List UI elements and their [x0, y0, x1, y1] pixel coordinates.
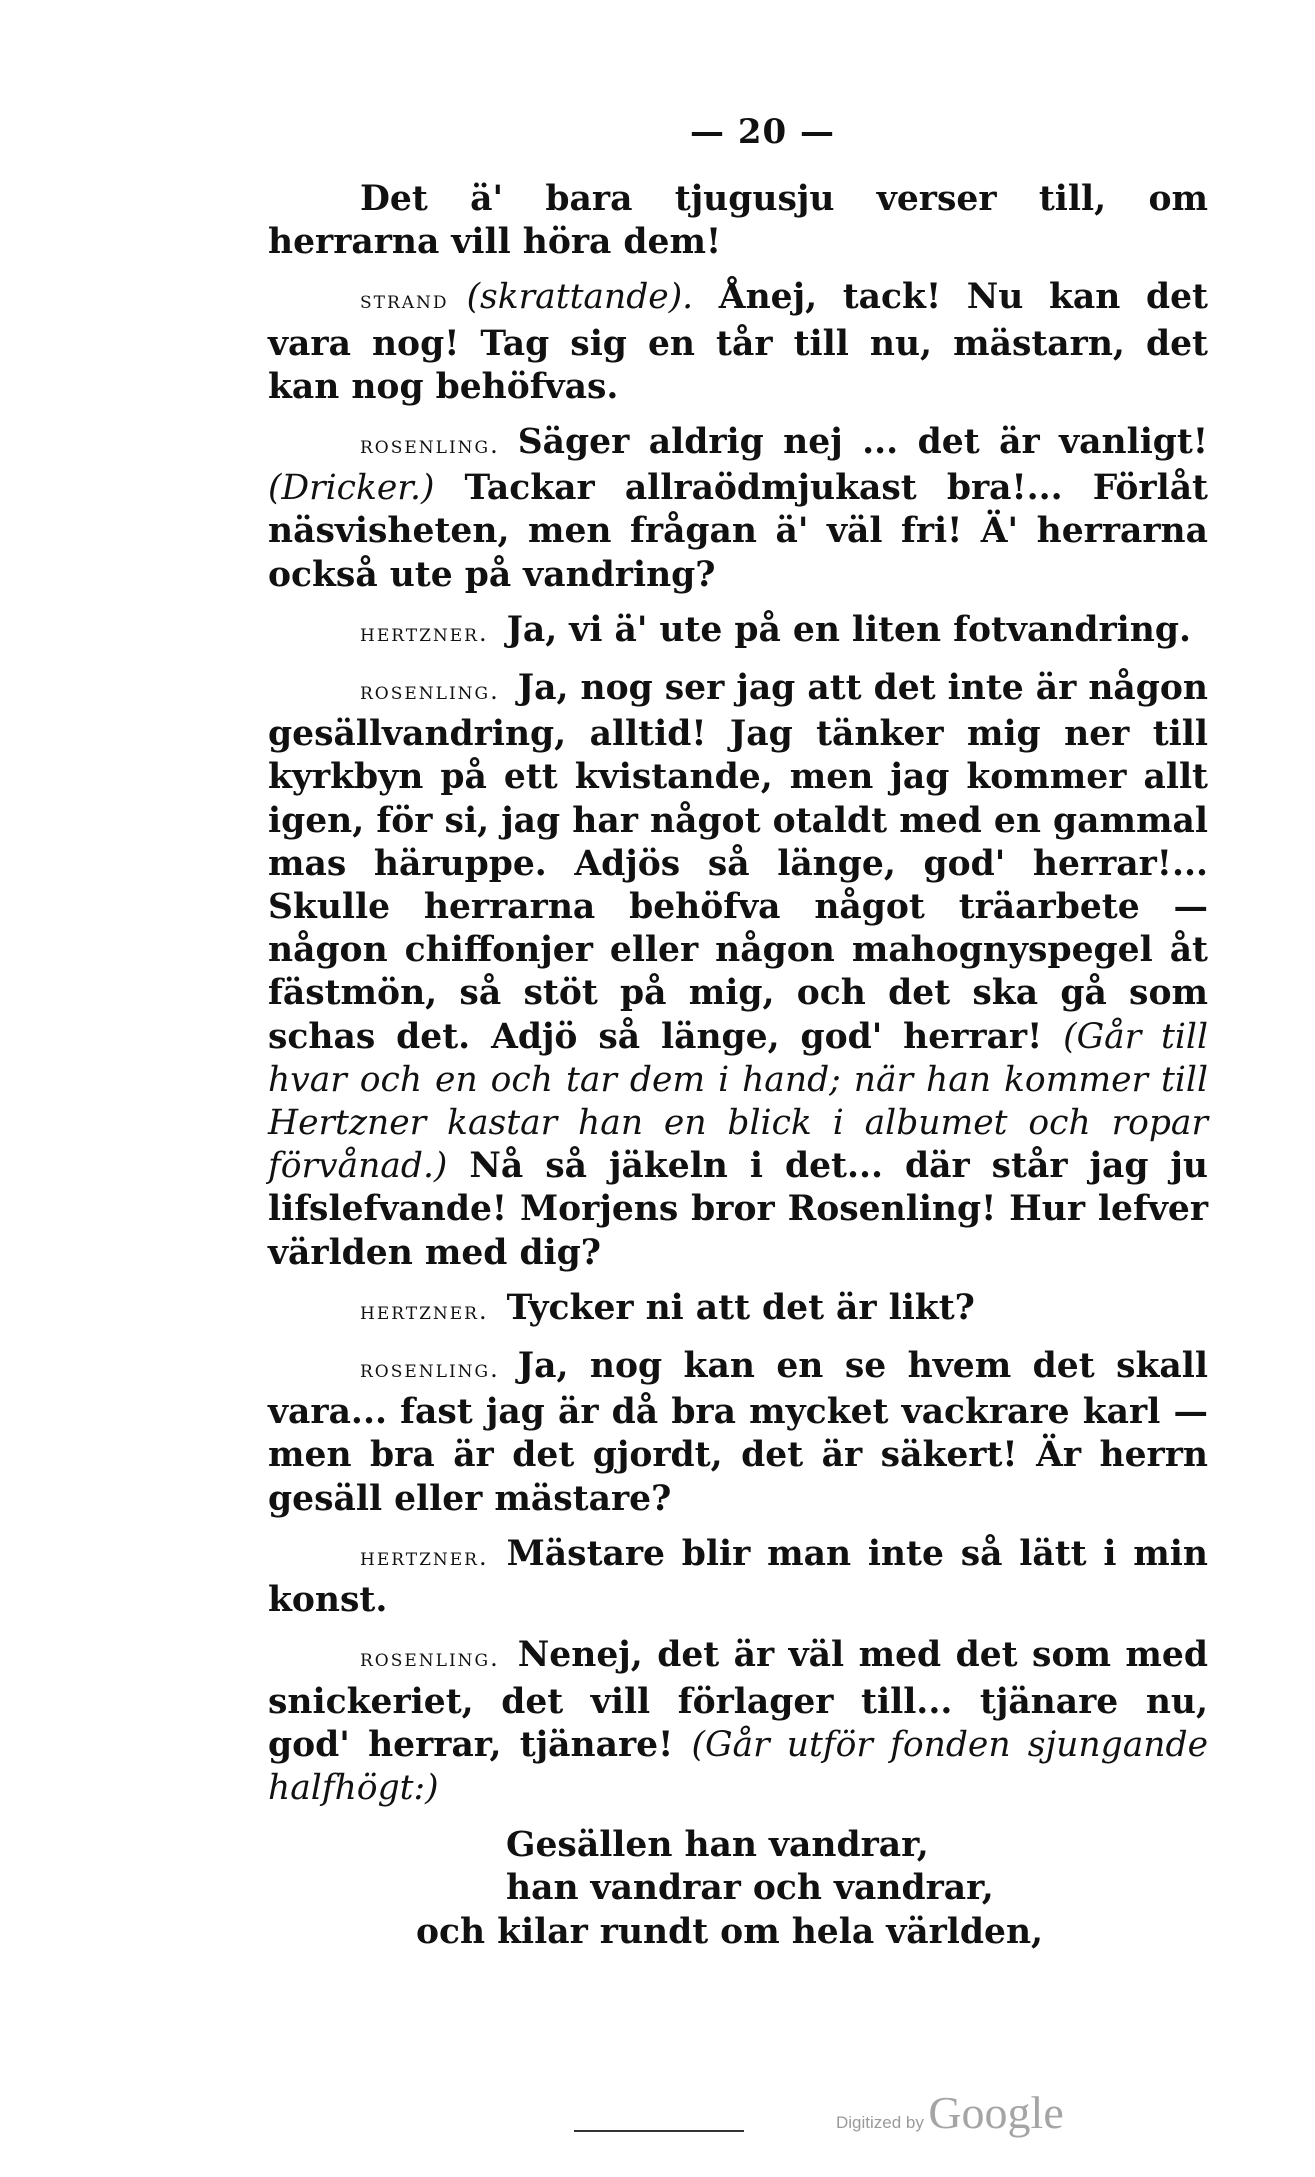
footer-rule — [574, 2130, 744, 2132]
paragraph-text: Ja, vi ä' ute på en liten fotvandring. — [506, 609, 1191, 650]
speaker-name: hertzner. — [360, 1542, 489, 1571]
verse-line: han vandrar och vandrar, — [506, 1868, 994, 1909]
digitized-watermark — [836, 2086, 1064, 2139]
paragraph-text: Tackar allraödmjukast bra!... Förlåt näsvisheten, men frågan ä' väl fri! Ä' herrarna också ute på vandring? — [268, 468, 1208, 595]
page-number: — 20 — — [690, 112, 835, 152]
paragraph-3 — [268, 421, 1208, 597]
verse-line: Gesällen han vandrar, — [506, 1825, 929, 1866]
speaker-name: hertzner. — [360, 618, 489, 647]
paragraph-4 — [268, 609, 1208, 655]
paragraph-2 — [268, 276, 1208, 409]
paragraph-6 — [268, 1287, 1208, 1333]
stage-direction: (Går utför fonden sjungande halfhögt:) — [268, 1724, 1208, 1808]
speaker-name: rosenling. — [360, 431, 500, 460]
speaker-name: hertzner. — [360, 1296, 489, 1325]
paragraph-5 — [268, 667, 1208, 1275]
speaker-name: rosenling. — [360, 677, 500, 706]
paragraph-text: Mästare blir man inte så lätt i min konst. — [268, 1533, 1208, 1621]
paragraph-1 — [268, 178, 1208, 264]
paragraph-text: Säger aldrig nej ... det är vanligt! — [517, 422, 1208, 463]
paragraph-9 — [268, 1634, 1208, 1810]
paragraph-text: Det ä' bara tjugusju verser till, om herrarna vill höra dem! — [268, 179, 1208, 263]
verse-line: och kilar rundt om hela världen, — [416, 1911, 1044, 1952]
stage-direction: (skrattande). — [466, 277, 694, 318]
google-logo: Google — [928, 2087, 1064, 2138]
paragraph-7 — [268, 1345, 1208, 1521]
paragraph-text: Ånej, tack! Nu kan det vara nog! Tag sig en tår till nu, mästarn, det kan nog behöfvas. — [268, 277, 1208, 407]
speaker-name: strand — [360, 286, 449, 315]
speaker-name: rosenling. — [360, 1355, 500, 1384]
paragraph-text: Ja, nog kan en se hvem det skall vara... fast jag är då bra mycket vackrare karl — men bra är det gjordt, det är säkert! Är herrn gesäll eller mästare? — [268, 1346, 1208, 1519]
paragraph-text: Nenej, det är väl med det som med snickeriet, det vill förlager till... tjänare nu, god' herrar, tjänare! — [268, 1635, 1208, 1765]
paragraph-8 — [268, 1533, 1208, 1622]
page-text — [268, 178, 1208, 1954]
stage-direction: (Dricker.) — [268, 468, 435, 509]
paragraph-text: Tycker ni att det är likt? — [506, 1287, 975, 1328]
paragraph-text: Nå så jäkeln i det... där står jag ju lifslefvande! Morjens bror Rosenling! Hur lefver världen med dig? — [268, 1146, 1208, 1273]
paragraph-text: Ja, nog ser jag att det inte är någon gesällvandring, alltid! Jag tänker mig ner till kyrkbyn på ett kvistande, men jag kommer allt igen, för si, jag har något otaldt med en gammal mas häruppe. Adjös så länge, god' herrar!... Skulle herrarna behöfva något träarbete — någon chiffonjer eller någon mahognyspegel åt fästmön, så stöt på mig, och det ska gå som schas det. Adjö så länge, god' herrar! — [268, 668, 1208, 1057]
song-verse — [268, 1824, 1208, 1954]
speaker-name: rosenling. — [360, 1644, 500, 1673]
digitized-label: Digitized by — [836, 2113, 924, 2132]
stage-direction: (Går till hvar och en och tar dem i hand; när han kommer till Hertzner kastar han en blick i albumet och ropar förvånad.) — [268, 1016, 1209, 1187]
